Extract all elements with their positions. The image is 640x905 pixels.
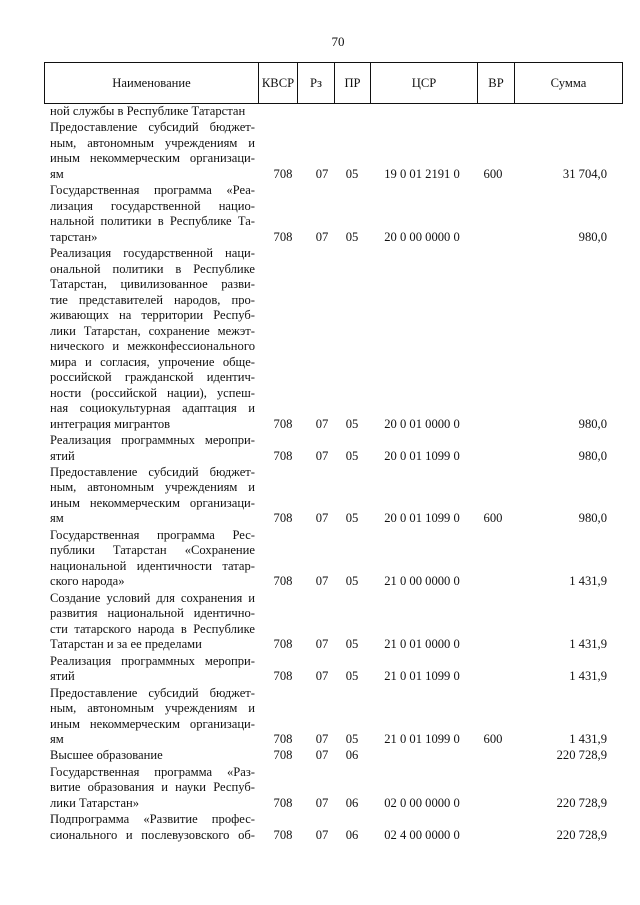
vr-cell: 600: [483, 166, 503, 181]
row-name-line: Татарстан и за ее пределами: [50, 637, 202, 652]
summa-cell: 980,0: [578, 416, 607, 431]
table-row: [50, 748, 610, 764]
csr-cell: 20 0 01 1099 0: [384, 511, 460, 526]
row-name-line: ям: [50, 166, 64, 181]
pr-cell: 05: [345, 229, 359, 244]
row-name-line: тие представителей народов, про-: [50, 292, 255, 307]
table-row: [50, 528, 610, 590]
header-csr: ЦСР: [371, 63, 478, 104]
kvsr-cell: 708: [273, 229, 293, 244]
page-number: 70: [331, 34, 345, 49]
row-name-line: лизация государственной нацио-: [50, 198, 255, 213]
table-body: [50, 104, 610, 844]
row-name-line: интеграция мигрантов: [50, 416, 171, 431]
row-name-line: развития национальной идентично-: [50, 606, 255, 621]
row-name-line: Высшее образование: [50, 748, 163, 763]
table-row: [50, 433, 610, 464]
row-name-line: иным некоммерческим организаци-: [50, 151, 255, 166]
row-name-line: Государственная программа «Раз-: [50, 764, 255, 779]
rz-cell: 07: [315, 795, 329, 810]
row-name: [50, 654, 255, 685]
table-header: [44, 62, 623, 104]
header-pr: ПР: [335, 63, 371, 104]
pr-cell: 06: [345, 827, 359, 842]
vr-cell: [480, 574, 506, 590]
kvsr-cell: 708: [273, 511, 293, 526]
table-row: [50, 686, 610, 748]
row-name-line: Государственная программа «Реа-: [50, 183, 255, 198]
kvsr-cell: 708: [273, 748, 293, 763]
vr-cell: 600: [483, 511, 503, 526]
csr-cell: 02 0 00 0000 0: [384, 795, 460, 810]
row-name: [50, 120, 255, 182]
row-name-line: ности (российской нации), успеш-: [50, 385, 255, 400]
row-name: [50, 765, 255, 812]
row-name-line: ского народа»: [50, 574, 125, 589]
rz-cell: 07: [315, 669, 329, 684]
header-row: [45, 63, 623, 104]
table-row: [50, 246, 610, 432]
vr-cell: [480, 748, 506, 764]
kvsr-cell: 708: [273, 669, 293, 684]
kvsr-cell: 708: [273, 574, 293, 589]
vr-cell: [480, 449, 506, 465]
table-row: [50, 591, 610, 653]
row-name-line: ятий: [50, 448, 75, 463]
kvsr-cell: 708: [273, 795, 293, 810]
row-name-line: иным некоммерческим организаци-: [50, 495, 255, 510]
kvsr-cell: [262, 104, 304, 120]
row-name-line: мира и согласия, упрочение обще-: [50, 354, 255, 369]
rz-cell: 07: [315, 416, 329, 431]
row-name-line: ной службы в Республике Татарстан: [50, 104, 246, 118]
kvsr-cell: 708: [273, 637, 293, 652]
row-name: [50, 465, 255, 527]
rz-cell: 07: [315, 827, 329, 842]
pr-cell: 05: [345, 637, 359, 652]
kvsr-cell: 708: [273, 732, 293, 747]
kvsr-cell: 708: [273, 166, 293, 181]
csr-cell: 20 0 00 0000 0: [384, 229, 460, 244]
row-name-line: Реализация программных меропри-: [50, 433, 255, 448]
row-name-line: ям: [50, 732, 64, 747]
summa-cell: [506, 104, 607, 120]
row-name: [50, 812, 255, 843]
row-name: [50, 528, 255, 590]
row-name-line: Татарстан, цивилизованное разви-: [50, 277, 255, 292]
vr-cell: [480, 230, 506, 246]
row-name-line: сти татарского народа в Республике: [50, 621, 255, 636]
header-rz: Рз: [298, 63, 335, 104]
rz-cell: 07: [315, 166, 329, 181]
row-name-line: лики Татарстан»: [50, 795, 140, 810]
row-name-line: ная социокультурная адаптация и: [50, 401, 255, 416]
csr-cell: 19 0 01 2191 0: [384, 166, 460, 181]
pr-cell: 05: [345, 416, 359, 431]
row-name-line: сионального и послевузовского об-: [50, 827, 255, 842]
pr-cell: 05: [345, 732, 359, 747]
rz-cell: 07: [315, 448, 329, 463]
header-vr: ВР: [478, 63, 515, 104]
row-name: [50, 686, 255, 748]
row-name-line: Государственная программа Рес-: [50, 527, 255, 542]
row-name-line: тарстан»: [50, 229, 98, 244]
row-name-line: ятий: [50, 669, 75, 684]
row-name-line: ным, автономным учреждениям и: [50, 701, 255, 716]
rz-cell: 07: [315, 229, 329, 244]
vr-cell: [480, 637, 506, 653]
row-name-line: ональной политики в Республике: [50, 261, 255, 276]
summa-cell: 220 728,9: [556, 827, 607, 842]
summa-cell: 1 431,9: [569, 669, 607, 684]
header-summa: Сумма: [515, 63, 623, 104]
row-name-line: Создание условий для сохранения и: [50, 590, 255, 605]
row-name: [50, 246, 255, 432]
header-name: Наименование: [45, 63, 259, 104]
header-kvsr: КВСР: [259, 63, 298, 104]
summa-cell: 220 728,9: [556, 795, 607, 810]
table-row: [50, 812, 610, 843]
vr-cell: [480, 828, 506, 844]
row-name: [50, 433, 255, 464]
row-name-line: нического и межконфессионального: [50, 339, 255, 354]
pr-cell: 05: [345, 669, 359, 684]
row-name-line: ям: [50, 511, 64, 526]
pr-cell: 05: [345, 448, 359, 463]
rz-cell: [304, 104, 340, 120]
row-name: [50, 183, 255, 245]
row-name-line: лики Татарстан, сохранение межэт-: [50, 323, 255, 338]
table-row: [50, 654, 610, 685]
csr-cell: 02 4 00 0000 0: [384, 827, 460, 842]
row-name-line: Реализация программных меропри-: [50, 653, 255, 668]
vr-cell: [480, 104, 506, 120]
csr-cell: 20 0 01 1099 0: [384, 448, 460, 463]
summa-cell: 980,0: [578, 511, 607, 526]
row-name: [50, 748, 255, 764]
summa-cell: 980,0: [578, 229, 607, 244]
pr-cell: 06: [345, 795, 359, 810]
pr-cell: [340, 104, 364, 120]
row-name-line: живающих на территории Респуб-: [50, 308, 255, 323]
summa-cell: 1 431,9: [569, 732, 607, 747]
csr-cell: 21 0 01 1099 0: [384, 732, 460, 747]
row-name: [50, 591, 255, 653]
csr-cell: [364, 104, 480, 120]
csr-cell: [364, 748, 480, 764]
row-name: [50, 104, 255, 120]
vr-cell: [480, 669, 506, 685]
summa-cell: 1 431,9: [569, 637, 607, 652]
pr-cell: 05: [345, 166, 359, 181]
row-name-line: нальной политики в Республике Та-: [50, 214, 255, 229]
kvsr-cell: 708: [273, 416, 293, 431]
vr-cell: [480, 796, 506, 812]
summa-cell: 31 704,0: [562, 166, 607, 181]
table-row: [50, 104, 610, 120]
row-name-line: Предоставление субсидий бюджет-: [50, 685, 255, 700]
row-name-line: публики Татарстан «Сохранение: [50, 543, 255, 558]
row-name-line: витие образования и науки Респуб-: [50, 780, 255, 795]
rz-cell: 07: [315, 511, 329, 526]
rz-cell: 07: [315, 732, 329, 747]
row-name-line: Реализация государственной наци-: [50, 246, 255, 261]
summa-cell: 220 728,9: [556, 748, 607, 763]
row-name-line: ным, автономным учреждениям и: [50, 480, 255, 495]
csr-cell: 21 0 00 0000 0: [384, 574, 460, 589]
csr-cell: 21 0 01 0000 0: [384, 637, 460, 652]
row-name-line: Предоставление субсидий бюджет-: [50, 120, 255, 135]
vr-cell: [480, 417, 506, 433]
rz-cell: 07: [315, 637, 329, 652]
csr-cell: 21 0 01 1099 0: [384, 669, 460, 684]
kvsr-cell: 708: [273, 448, 293, 463]
row-name-line: ным, автономным учреждениям и: [50, 135, 255, 150]
csr-cell: 20 0 01 0000 0: [384, 416, 460, 431]
pr-cell: 05: [345, 574, 359, 589]
pr-cell: 06: [345, 748, 359, 763]
rz-cell: 07: [315, 748, 329, 763]
row-name-line: российской гражданской идентич-: [50, 370, 255, 385]
table-row: [50, 120, 610, 182]
summa-cell: 1 431,9: [569, 574, 607, 589]
kvsr-cell: 708: [273, 827, 293, 842]
vr-cell: 600: [483, 732, 503, 747]
row-name-line: Предоставление субсидий бюджет-: [50, 464, 255, 479]
row-name-line: национальной идентичности татар-: [50, 558, 255, 573]
table-row: [50, 465, 610, 527]
summa-cell: 980,0: [578, 448, 607, 463]
row-name-line: иным некоммерческим организаци-: [50, 716, 255, 731]
table-row: [50, 765, 610, 812]
rz-cell: 07: [315, 574, 329, 589]
row-name-line: Подпрограмма «Развитие профес-: [50, 812, 255, 827]
pr-cell: 05: [345, 511, 359, 526]
table-row: [50, 183, 610, 245]
